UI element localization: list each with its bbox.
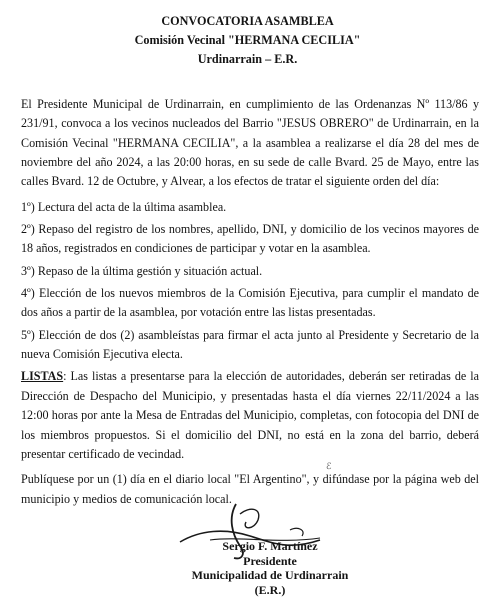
closing-paragraph: Publíquese por un (1) día en el diario local "El Argentino", y difúndase por la página web del municipio y medios de comunicación local. [21, 472, 479, 506]
signer-province: (E.R.) [254, 582, 286, 597]
signer-institution: Municipalidad de Urdinarrain [191, 568, 349, 582]
document-header [0, 12, 495, 69]
signer-role: Presidente [243, 553, 297, 568]
document-body [21, 95, 479, 512]
listas-label: LISTAS [21, 369, 64, 384]
intro-paragraph: El Presidente Municipal de Urdinarrain, en cumplimiento de las Ordenanzas Nº 113/86 y 231/91, convoca a los vecinos nucleados del Barrio "JESUS OBRERO" de Urdinarrain, en la Comisión Vecinal "HERMANA CECILIA", a la asamblea a realizarse el día 28 del mes de noviembre del año 2024, a las 20:00 horas, en su sede de calle Bvard. 25 de Mayo, entre las calles Bvard. 12 de Octubre, y Alvear, a los efectos de tratar el siguiente orden del día: [21, 97, 479, 189]
agenda-item-4: 4º) Elección de los nuevos miembros de la Comisión Ejecutiva, para cumplir el mandato de dos años a partir de la asamblea, por votación entre las listas presentadas. [21, 286, 479, 320]
location-line: Urdinarrain – E.R. [197, 52, 298, 66]
agenda-item-2: 2º) Repaso del registro de los nombres, apellido, DNI, y domicilio de los vecinos mayores de 18 años, registrados en condiciones de participar y votar en la asamblea. [21, 222, 479, 256]
agenda-item-3: 3º) Repaso de la última gestión y situación actual. [21, 263, 263, 278]
stray-mark: ℰ [326, 461, 332, 471]
document-title: CONVOCATORIA ASAMBLEA [161, 14, 334, 28]
agenda-item-5: 5º) Elección de dos (2) asambleístas para firmar el acta junto al Presidente y Secretario de la nueva Comisión Ejecutiva electa. [21, 327, 479, 362]
listas-paragraph [21, 367, 479, 464]
signature-block [120, 539, 420, 597]
signer-name: Sergio F. Martínez [222, 539, 318, 553]
listas-text: : Las listas a presentarse para la elección de autoridades, deberán ser retiradas de la Dirección de Despacho del Municipio, y presentadas hasta el día viernes 22/11/2024 a las 12:00 horas por ante la Mesa de Entradas del Municipio, completas, con fotocopia del DNI de los miembros propuestos. Si el domicilio del DNI, no está en la zona del barrio, deberá presentar certificado de vecindad. [21, 369, 479, 461]
agenda-item-1: 1º) Lectura del acta de la última asamblea. [21, 199, 227, 214]
commission-name: Comisión Vecinal "HERMANA CECILIA" [134, 33, 361, 47]
